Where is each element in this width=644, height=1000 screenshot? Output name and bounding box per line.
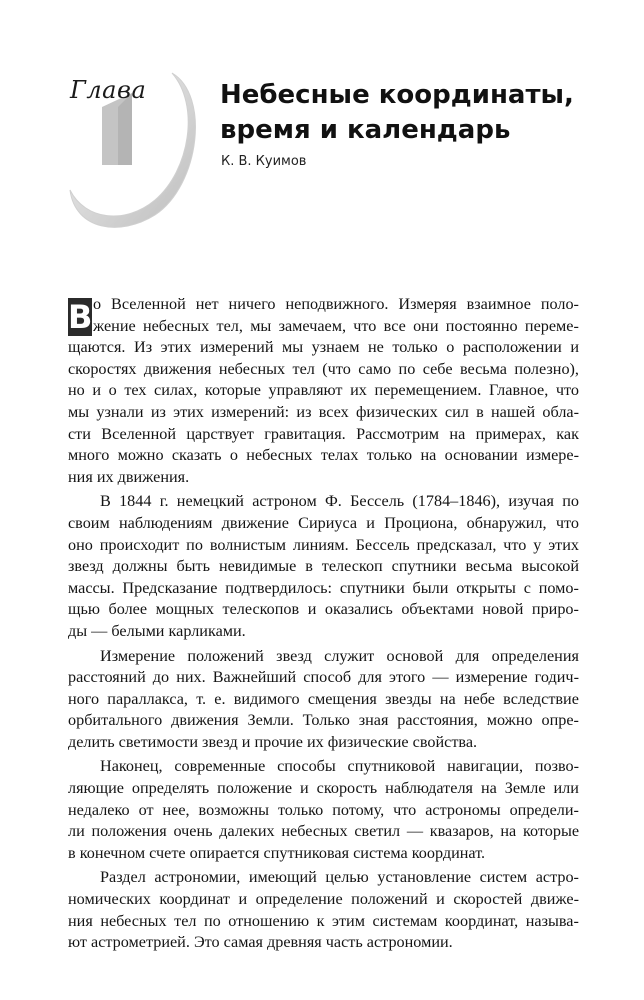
text-line: о Вселенной нет ничего неподвижного. Измеряя взаимное поло- bbox=[93, 295, 579, 313]
text-line: ляющие определять положение и скорость наблюдателя на Земле или bbox=[68, 779, 579, 798]
paragraph bbox=[68, 756, 579, 864]
text-line: щью более мощных телескопов и оказались объектами новой приро- bbox=[68, 600, 579, 619]
text-line: много можно сказать о небесных телах только на основании измере- bbox=[68, 446, 579, 465]
text-line: скоростях движения небесных тел (что само по себе весьма полезно), bbox=[68, 359, 579, 378]
text-line: звезд должны быть невидимые в телескоп спутники весьма высокой bbox=[68, 557, 579, 576]
chapter-author: К. В. Куимов bbox=[221, 154, 307, 169]
chapter-title-line: Небесные координаты, bbox=[220, 80, 574, 110]
text-line: Наконец, современные способы спутниковой навигации, позво- bbox=[100, 757, 579, 776]
text-line: ного параллакса, т. е. видимого смещения звезды на небе вследствие bbox=[68, 689, 579, 708]
text-line: Раздел астрономии, имеющий целью установление систем астро- bbox=[100, 868, 579, 887]
paragraph bbox=[68, 294, 579, 488]
chapter-body-text bbox=[68, 294, 579, 957]
text-line: В 1844 г. немецкий астроном Ф. Бессель (1784–1846), изучая по bbox=[100, 492, 579, 511]
chapter-title-line: время и календарь bbox=[220, 115, 511, 145]
chapter-label: Глава bbox=[70, 76, 147, 104]
text-line: ды — белыми карликами. bbox=[68, 621, 246, 640]
text-line: оно происходит по волнистым линиям. Бессель предсказал, что у этих bbox=[68, 535, 579, 554]
text-line: недалеко от нее, возможны только потому, что астрономы определи- bbox=[68, 800, 579, 819]
text-line: своим наблюдениям движение Сириуса и Проциона, обнаружил, что bbox=[68, 513, 579, 532]
text-line: делить светимости звезд и прочие их физические свойства. bbox=[68, 732, 478, 751]
text-line: массы. Предсказание подтвердилось: спутники были открыты с помо- bbox=[68, 578, 579, 597]
text-line: в конечном счете опирается спутниковая система координат. bbox=[68, 843, 486, 862]
paragraph bbox=[68, 646, 579, 754]
text-line: орбитального движения Земли. Только зная расстояния, можно опре- bbox=[68, 711, 579, 730]
paragraph bbox=[68, 491, 579, 642]
text-line: щаются. Из этих измерений мы узнаем не только о расположении и bbox=[68, 338, 579, 357]
drop-cap: В bbox=[68, 298, 93, 336]
text-line: жение небесных тел, мы замечаем, что все они постоянно переме- bbox=[93, 316, 579, 335]
text-line: ния их движения. bbox=[68, 467, 190, 486]
chapter-title bbox=[220, 78, 620, 148]
text-line: ли положения очень далеких небесных светил — квазаров, на которые bbox=[68, 822, 579, 841]
text-line: ния небесных тел по отношению к этим системам координат, называ- bbox=[68, 911, 579, 930]
paragraph bbox=[68, 867, 579, 953]
text-line: Измерение положений звезд служит основой для определения bbox=[100, 646, 579, 665]
text-line: расстояний до них. Важнейший способ для этого — измерение годич- bbox=[68, 668, 579, 687]
text-line: но и о тех силах, которые управляют их перемещением. Главное, что bbox=[68, 381, 579, 400]
text-line: ют астрометрией. Это самая древняя часть астрономии. bbox=[68, 933, 453, 952]
text-line: номических координат и определение положений и скоростей движе- bbox=[68, 890, 579, 909]
text-line: мы узнали из этих измерений: из всех физических сил в нашей обла- bbox=[68, 402, 579, 421]
text-line: сти Вселенной царствует гравитация. Рассмотрим на примерах, как bbox=[68, 424, 579, 443]
